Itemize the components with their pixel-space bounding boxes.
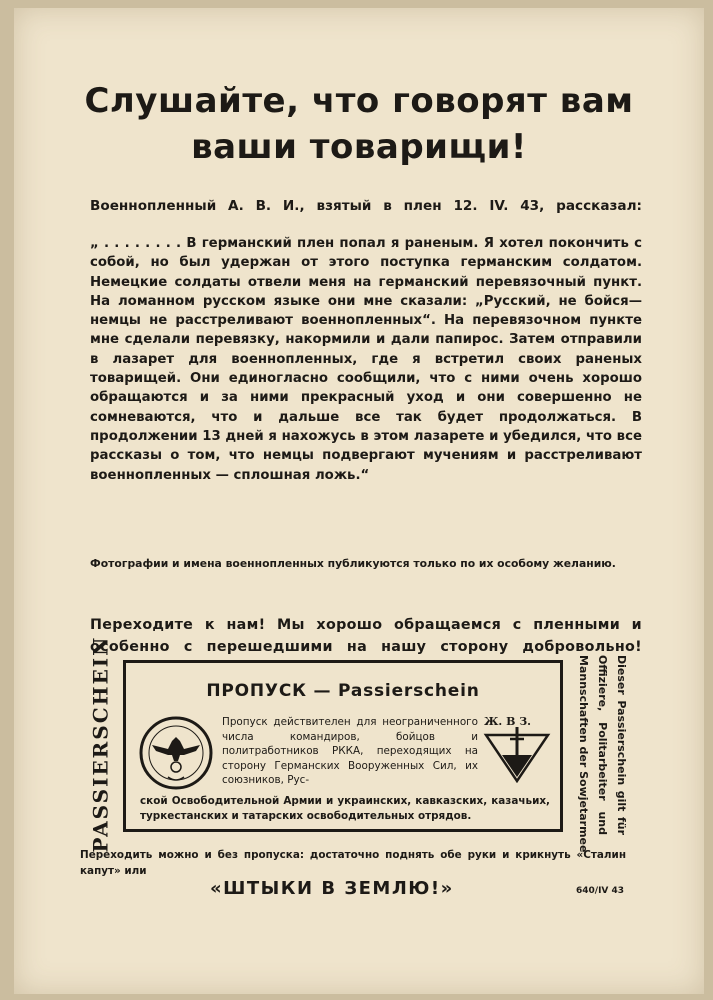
pass-title: ПРОПУСК — Passierschein <box>206 681 480 701</box>
bayonet-emblem-icon <box>482 725 552 783</box>
slogan: «ШТЫКИ В ЗЕМЛЮ!» <box>210 878 454 899</box>
footnote: Фотографии и имена военнопленных публикуются только по их особому желанию. <box>90 557 616 570</box>
passierschein-side-label <box>80 635 120 853</box>
validity-line-2: Offiziere, Politarbeiter und <box>596 655 609 835</box>
validity-note <box>574 655 630 853</box>
validity-line-3: Mannschaften der Sowjetarmee <box>577 655 590 853</box>
pass-text-continued: ской Освободительной Армии и украинских, кавказских, казачьих, туркестанских и татарских освободительных отрядов. <box>140 795 550 822</box>
pass-code: Ж. В З. <box>484 715 531 728</box>
validity-line-1: Dieser Passierschein gilt für <box>615 655 628 835</box>
pass-text: Пропуск действителен для неограниченного числа командиров, бойцов и политработников РККА, переходящих на сторону Германских Вооруженных Сил, их союзников, Рус- <box>222 716 478 786</box>
intro-line: Военнопленный А. В. И., взятый в плен 12. IV. 43, рассказал: <box>90 198 642 214</box>
bottom-note: Переходить можно и без пропуска: достаточно поднять обе руки и крикнуть «Сталин капут» или <box>80 849 626 877</box>
appeal-text: Переходите к нам! Мы хорошо обращаемся с пленными и особенно с перешедшими на нашу сторону добровольно! <box>90 617 642 655</box>
passierschein-side-text: PASSIERSCHEIN <box>88 635 113 853</box>
pass-coupon <box>123 660 563 832</box>
print-code: 640/IV 43 <box>576 886 625 896</box>
headline: Слушайте, что говорят вам ваши товарищи! <box>84 81 634 167</box>
testimony-text: „ . . . . . . . . В германский плен попал я раненым. Я хотел покончить с собой, но был удержан от этого поступка германским солдатом. Немецкие солдаты отвели меня на германский перевязочный пункт. На ломанном русском языке они мне сказали: „Русский, не бойся—немцы не расстреливают военнопленных“. На перевязочном пункте мне сделали перевязку, накормили и дали папирос. Затем отправили в лазарет для военнопленных, где я встретил своих раненых товарищей. Они единогласно сообщили, что с ними очень хорошо обращаются и за ними прекрасный уход и они совершенно не сомневаются, что и дальше все так будет продолжаться. В продолжении 13 дней я нахожусь в этом лазарете и убедился, что все рассказы о том, что немцы подвергают мучениям и расстреливают военнопленных — сплошная ложь.“ <box>90 236 642 483</box>
eagle-seal-icon <box>138 715 214 791</box>
